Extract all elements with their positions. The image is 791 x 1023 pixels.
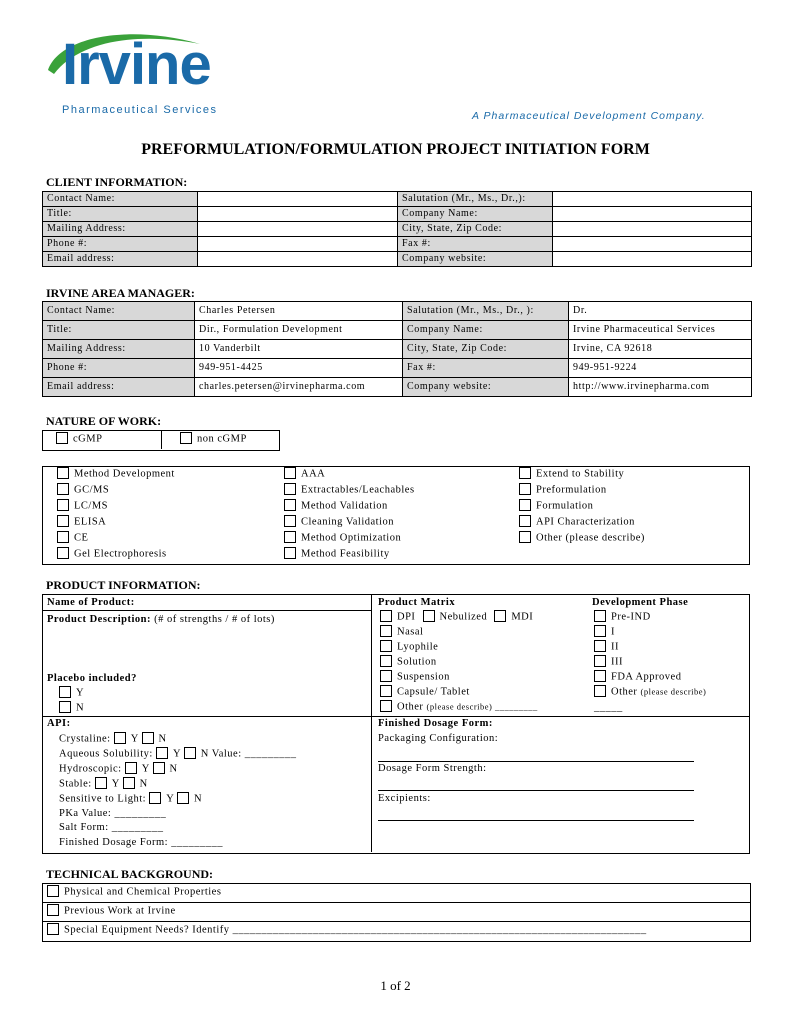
client-info-table bbox=[42, 191, 752, 267]
aqueous-row: Aqueous Solubility: Y N Value: _________ bbox=[59, 748, 297, 760]
work-type-option[interactable]: ELISA bbox=[57, 516, 106, 528]
manager-info-table bbox=[42, 301, 752, 397]
value-cell[interactable]: Charles Petersen bbox=[195, 302, 403, 321]
value-cell[interactable] bbox=[553, 192, 752, 207]
technical-item[interactable]: Previous Work at Irvine bbox=[47, 905, 176, 917]
checkbox[interactable] bbox=[594, 640, 606, 652]
technical-item[interactable]: Physical and Chemical Properties bbox=[47, 886, 221, 898]
work-type-option[interactable]: CE bbox=[57, 532, 88, 544]
phase-other[interactable]: Other (please describe) bbox=[594, 686, 706, 698]
checkbox[interactable] bbox=[153, 762, 165, 774]
placebo-yes[interactable]: Y bbox=[59, 687, 84, 699]
work-type-option[interactable]: Extractables/Leachables bbox=[284, 484, 415, 496]
strength-line[interactable] bbox=[378, 790, 694, 791]
checkbox[interactable] bbox=[423, 610, 435, 622]
checkbox[interactable] bbox=[380, 685, 392, 697]
checkbox[interactable] bbox=[57, 483, 69, 495]
info-row bbox=[43, 237, 752, 252]
label-cell: Email address: bbox=[43, 378, 195, 397]
checkbox[interactable] bbox=[284, 531, 296, 543]
checkbox[interactable] bbox=[47, 885, 59, 897]
label-cell: City, State, Zip Code: bbox=[403, 340, 569, 359]
pka-row[interactable]: PKa Value: _________ bbox=[59, 808, 167, 819]
logo-subtitle: Pharmaceutical Services bbox=[62, 104, 218, 116]
value-cell[interactable] bbox=[198, 192, 398, 207]
info-row bbox=[43, 192, 752, 207]
api-title: API: bbox=[47, 718, 71, 729]
value-cell[interactable]: Irvine, CA 92618 bbox=[569, 340, 752, 359]
matrix-option[interactable]: Capsule/ Tablet bbox=[380, 686, 470, 698]
placebo-no[interactable]: N bbox=[59, 702, 84, 714]
checkbox[interactable] bbox=[380, 610, 392, 622]
value-cell[interactable] bbox=[553, 237, 752, 252]
label-cell: Email address: bbox=[43, 252, 198, 267]
value-cell[interactable] bbox=[553, 222, 752, 237]
matrix-option[interactable]: Solution bbox=[380, 656, 437, 668]
checkbox[interactable] bbox=[57, 547, 69, 559]
work-type-option[interactable]: LC/MS bbox=[57, 500, 108, 512]
label-cell: Company website: bbox=[403, 378, 569, 397]
checkbox[interactable] bbox=[284, 467, 296, 479]
value-cell[interactable]: http://www.irvinepharma.com bbox=[569, 378, 752, 397]
phase-title: Development Phase bbox=[592, 597, 689, 608]
value-cell[interactable]: Dr. bbox=[569, 302, 752, 321]
excipients-line[interactable] bbox=[378, 820, 694, 821]
checkbox[interactable] bbox=[284, 547, 296, 559]
packaging-line[interactable] bbox=[378, 761, 694, 762]
checkbox[interactable] bbox=[519, 531, 531, 543]
salt-row[interactable]: Salt Form: _________ bbox=[59, 822, 164, 833]
work-type-option[interactable]: GC/MS bbox=[57, 484, 109, 496]
info-row bbox=[43, 252, 752, 267]
checkbox[interactable] bbox=[519, 499, 531, 511]
strength-label: Dosage Form Strength: bbox=[378, 763, 487, 774]
checkbox[interactable] bbox=[519, 467, 531, 479]
manager-section-title: IRVINE AREA MANAGER: bbox=[46, 286, 195, 300]
checkbox[interactable] bbox=[594, 610, 606, 622]
value-cell[interactable]: 949-951-4425 bbox=[195, 359, 403, 378]
checkbox[interactable] bbox=[594, 685, 606, 697]
form-title: PREFORMULATION/FORMULATION PROJECT INITIATION FORM bbox=[141, 141, 650, 158]
label-cell: Company website: bbox=[398, 252, 553, 267]
technical-item[interactable]: Special Equipment Needs? Identify ________________________________________________________________________ bbox=[47, 924, 647, 936]
checkbox[interactable] bbox=[95, 777, 107, 789]
checkbox[interactable] bbox=[594, 625, 606, 637]
info-row bbox=[43, 222, 752, 237]
work-type-option[interactable]: Other (please describe) bbox=[519, 532, 645, 544]
matrix-option[interactable]: Nasal bbox=[380, 626, 423, 638]
checkbox[interactable] bbox=[123, 777, 135, 789]
checkbox[interactable] bbox=[380, 670, 392, 682]
checkbox[interactable] bbox=[57, 531, 69, 543]
work-type-option[interactable]: Extend to Stability bbox=[519, 468, 624, 480]
client-section-title: CLIENT INFORMATION: bbox=[46, 175, 188, 189]
work-type-option[interactable]: Formulation bbox=[519, 500, 593, 512]
checkbox[interactable] bbox=[180, 432, 192, 444]
work-type-option[interactable]: Method Development bbox=[57, 468, 175, 480]
checkbox[interactable] bbox=[177, 792, 189, 804]
checkbox[interactable] bbox=[57, 467, 69, 479]
product-divider-v bbox=[371, 594, 372, 852]
checkbox[interactable] bbox=[380, 700, 392, 712]
label-cell: Contact Name: bbox=[43, 192, 198, 207]
value-cell[interactable]: 949-951-9224 bbox=[569, 359, 752, 378]
product-name-rule bbox=[42, 610, 372, 611]
work-type-option[interactable]: API Characterization bbox=[519, 516, 635, 528]
matrix-row-1: DPI Nebulized MDI bbox=[380, 611, 533, 623]
checkbox[interactable] bbox=[284, 483, 296, 495]
checkbox[interactable] bbox=[380, 655, 392, 667]
stable-row: Stable: Y N bbox=[59, 778, 148, 790]
checkbox[interactable] bbox=[594, 655, 606, 667]
product-desc: Product Description: (# of strengths / # of lots) bbox=[47, 614, 275, 625]
checkbox[interactable] bbox=[156, 747, 168, 759]
label-cell: Company Name: bbox=[403, 321, 569, 340]
label-cell: Title: bbox=[43, 207, 198, 222]
checkbox[interactable] bbox=[380, 625, 392, 637]
matrix-option[interactable]: Lyophile bbox=[380, 641, 438, 653]
non-gmp-option[interactable]: non cGMP bbox=[180, 433, 247, 445]
checkbox[interactable] bbox=[47, 923, 59, 935]
info-row bbox=[43, 359, 752, 378]
checkbox[interactable] bbox=[149, 792, 161, 804]
info-row bbox=[43, 378, 752, 397]
light-row: Sensitive to Light: Y N bbox=[59, 793, 203, 805]
label-cell: Salutation (Mr., Ms., Dr., ): bbox=[403, 302, 569, 321]
work-type-option[interactable]: Method Optimization bbox=[284, 532, 401, 544]
checkbox[interactable] bbox=[142, 732, 154, 744]
phase-option[interactable]: I bbox=[594, 626, 615, 638]
work-type-option[interactable]: Gel Electrophoresis bbox=[57, 548, 167, 560]
work-type-option[interactable]: Cleaning Validation bbox=[284, 516, 394, 528]
label-cell: Company Name: bbox=[398, 207, 553, 222]
label-cell: City, State, Zip Code: bbox=[398, 222, 553, 237]
page-number: 1 of 2 bbox=[380, 978, 411, 993]
checkbox[interactable] bbox=[56, 432, 68, 444]
checkbox[interactable] bbox=[519, 515, 531, 527]
phase-option[interactable]: FDA Approved bbox=[594, 671, 681, 683]
label-cell: Fax #: bbox=[403, 359, 569, 378]
label-cell: Mailing Address: bbox=[43, 340, 195, 359]
gmp-option[interactable]: cGMP bbox=[56, 433, 102, 445]
technical-section-title: TECHNICAL BACKGROUND: bbox=[46, 867, 214, 881]
value-cell[interactable] bbox=[198, 222, 398, 237]
tagline: A Pharmaceutical Development Company. bbox=[472, 110, 706, 122]
technical-rule-1 bbox=[42, 902, 750, 903]
fdf-row[interactable]: Finished Dosage Form: _________ bbox=[59, 837, 223, 848]
nature-section-title: NATURE OF WORK: bbox=[46, 414, 162, 428]
work-type-option[interactable]: Method Validation bbox=[284, 500, 388, 512]
value-cell[interactable]: 10 Vanderbilt bbox=[195, 340, 403, 359]
phase-other-blank: _____ bbox=[594, 702, 623, 713]
label-cell: Contact Name: bbox=[43, 302, 195, 321]
hygroscopic-row: Hydroscopic: Y N bbox=[59, 763, 178, 775]
checkbox[interactable] bbox=[57, 499, 69, 511]
logo-wordmark: Irvine bbox=[62, 32, 211, 97]
phase-option[interactable]: III bbox=[594, 656, 623, 668]
value-cell[interactable] bbox=[198, 207, 398, 222]
checkbox[interactable] bbox=[59, 701, 71, 713]
checkbox[interactable] bbox=[519, 483, 531, 495]
checkbox[interactable] bbox=[184, 747, 196, 759]
matrix-title: Product Matrix bbox=[378, 597, 456, 608]
product-divider-h bbox=[42, 716, 749, 717]
label-cell: Title: bbox=[43, 321, 195, 340]
value-cell[interactable] bbox=[553, 207, 752, 222]
crystaline-row: Crystaline: Y N bbox=[59, 733, 167, 745]
label-cell: Phone #: bbox=[43, 237, 198, 252]
checkbox[interactable] bbox=[59, 686, 71, 698]
phase-option[interactable]: II bbox=[594, 641, 619, 653]
matrix-other[interactable]: Other (please describe) _________ bbox=[380, 701, 538, 713]
info-row bbox=[43, 321, 752, 340]
finished-title: Finished Dosage Form: bbox=[378, 718, 493, 729]
label-cell: Salutation (Mr., Ms., Dr.,): bbox=[398, 192, 553, 207]
value-cell[interactable] bbox=[198, 237, 398, 252]
label-cell: Fax #: bbox=[398, 237, 553, 252]
info-row bbox=[43, 340, 752, 359]
work-type-option[interactable]: Method Feasibility bbox=[284, 548, 390, 560]
phase-option[interactable]: Pre-IND bbox=[594, 611, 651, 623]
checkbox[interactable] bbox=[114, 732, 126, 744]
checkbox[interactable] bbox=[594, 670, 606, 682]
product-section-title: PRODUCT INFORMATION: bbox=[46, 578, 201, 592]
technical-rule-2 bbox=[42, 921, 750, 922]
checkbox[interactable] bbox=[494, 610, 506, 622]
gmp-divider bbox=[161, 430, 162, 449]
checkbox[interactable] bbox=[284, 515, 296, 527]
checkbox[interactable] bbox=[57, 515, 69, 527]
packaging-label: Packaging Configuration: bbox=[378, 733, 499, 744]
placebo-label: Placebo included? bbox=[47, 673, 137, 684]
value-cell[interactable]: Irvine Pharmaceutical Services bbox=[569, 321, 752, 340]
work-type-option[interactable]: AAA bbox=[284, 468, 325, 480]
value-cell[interactable] bbox=[198, 252, 398, 267]
product-name-label: Name of Product: bbox=[47, 597, 135, 608]
label-cell: Mailing Address: bbox=[43, 222, 198, 237]
checkbox[interactable] bbox=[125, 762, 137, 774]
value-cell[interactable]: charles.petersen@irvinepharma.com bbox=[195, 378, 403, 397]
work-type-option[interactable]: Preformulation bbox=[519, 484, 607, 496]
checkbox[interactable] bbox=[284, 499, 296, 511]
checkbox[interactable] bbox=[380, 640, 392, 652]
info-row bbox=[43, 302, 752, 321]
info-row bbox=[43, 207, 752, 222]
value-cell[interactable]: Dir., Formulation Development bbox=[195, 321, 403, 340]
label-cell: Phone #: bbox=[43, 359, 195, 378]
checkbox[interactable] bbox=[47, 904, 59, 916]
value-cell[interactable] bbox=[553, 252, 752, 267]
excipients-label: Excipients: bbox=[378, 793, 431, 804]
matrix-option[interactable]: Suspension bbox=[380, 671, 450, 683]
